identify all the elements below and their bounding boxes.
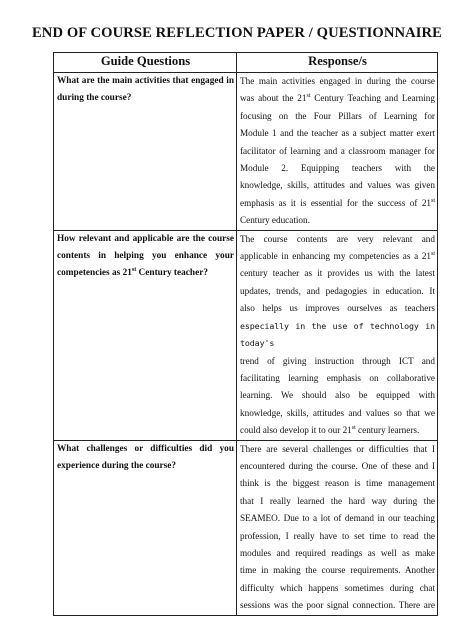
question-line: What challenges or difficulties did you: [57, 443, 234, 454]
question-line: What are the main activities that engaged in: [57, 76, 234, 86]
header-guide-questions: Guide Questions: [54, 53, 237, 73]
response-line: century teacher as it provides us with the latest: [240, 268, 435, 279]
response-line: The course contents are very relevant and: [240, 233, 435, 244]
response-line: sessions was the poor signal connection. There are: [240, 600, 435, 611]
document-title: END OF COURSE REFLECTION PAPER / QUESTIONNAIRE: [31, 25, 443, 41]
response-line: Module 2. Equipping teachers with the: [240, 163, 435, 174]
response-line: The main activities engaged in during the course: [240, 76, 435, 86]
response-line: knowledge, skills, attitudes and values was given: [240, 180, 435, 191]
question-line: How relevant and applicable are the course: [57, 233, 234, 244]
question-cell: [54, 230, 237, 440]
response-cell: [237, 230, 438, 440]
response-line: especially in the use of technology in today's: [240, 320, 435, 349]
response-line: also helps us improves ourselves as teachers: [240, 303, 435, 314]
response-line: learning. We should also be equipped with: [240, 390, 435, 401]
response-line: difficulty which happens sometimes during chat: [240, 582, 435, 593]
table-row: [54, 230, 438, 440]
response-line: modules and required readings as well as make: [240, 547, 435, 558]
response-line: emphasis as it is essential for the success of 21st: [240, 197, 435, 208]
question-cell: [54, 440, 237, 615]
reflection-table: [53, 52, 438, 616]
response-line: Century education.: [240, 215, 310, 226]
response-line: was about the 21st Century Teaching and Learning: [240, 93, 435, 104]
response-line: There are several challenges or difficulties that I: [240, 443, 435, 454]
response-line: applicable in enhancing my competencies as a 21st: [240, 251, 435, 262]
table-header-row: [54, 53, 438, 73]
header-responses: Response/s: [237, 53, 438, 73]
response-line: that I really learned the hard way during the: [240, 495, 435, 506]
table-row: [54, 440, 438, 615]
question-cell: [54, 73, 237, 231]
response-cell: [237, 440, 438, 615]
response-line: Module 1 and the teacher as a subject matter exert: [240, 128, 435, 139]
question-line: competencies as 21st Century teacher?: [57, 267, 209, 279]
question-line: contents in helping you enhance your: [57, 251, 234, 262]
question-line: during the course?: [57, 93, 132, 104]
response-line: profession, I really have to set time to read the: [240, 530, 435, 541]
response-line: could also develop it to our 21st century learners.: [240, 425, 420, 436]
table-row: [54, 73, 438, 231]
response-line: facilitating learning emphasis on collaborative: [240, 372, 435, 383]
response-line: knowledge, skills, attitudes and values so that we: [240, 407, 435, 418]
response-line: time in making the course requirements. Another: [240, 565, 435, 576]
response-line: encountered during the course. One of these and I: [240, 460, 435, 471]
response-line: think is the biggest reason is time management: [240, 478, 435, 489]
response-line: trend of giving instruction through ICT and: [240, 355, 435, 366]
response-line: SEAMEO. Due to a lot of demand in our teaching: [240, 513, 435, 524]
response-line: facilitator of learning and a classroom manager for: [240, 145, 435, 156]
question-line: experience during the course?: [57, 460, 177, 471]
response-cell: [237, 73, 438, 231]
response-line: updates, trends, and pedagogies in education. It: [240, 285, 435, 296]
response-line: focusing on the Four Pillars of Learning for: [240, 110, 435, 121]
